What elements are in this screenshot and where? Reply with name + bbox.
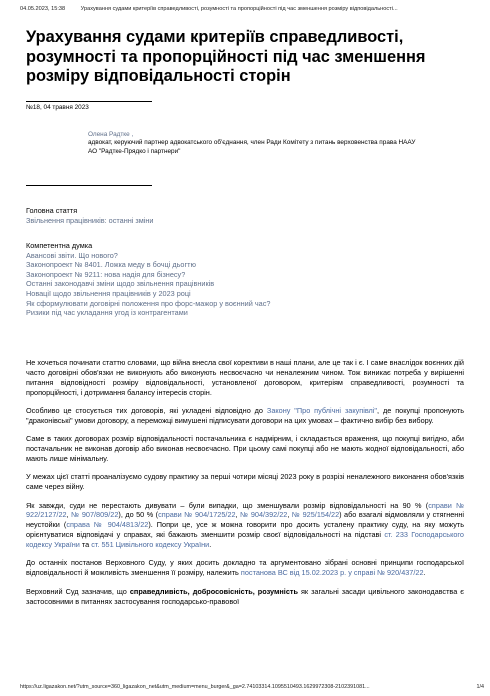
section-label: Головна стаття bbox=[26, 206, 78, 215]
opinion-link[interactable]: Як сформулювати договірні положення про форс-мажор у воєнний час? bbox=[26, 298, 271, 308]
divider bbox=[26, 185, 152, 186]
paragraph: У межах цієї статті проаналізуємо судову практику за перші чотири місяці 2023 року в розрізі неналежного виконання обов'язків саме через війну. bbox=[26, 472, 464, 492]
issue-info: №18, 04 травня 2023 bbox=[26, 104, 89, 111]
law-link[interactable]: ст. 551 Цивільного кодексу України bbox=[91, 540, 210, 550]
page-url: https://uz.ligazakon.net/?utm_source=360_ligazakon_net&utm_medium=menu_burger&_ga=2.74103314.1095510493.1629972308-2102391081... bbox=[20, 684, 370, 690]
opinion-link[interactable]: Законопроект № 9211: нова надія для бізнесу? bbox=[26, 269, 186, 279]
paragraph: Не хочеться починати статтю словами, що війна внесла свої корективи в наші плани, але це так і є. І саме внаслідок воєнних дій часто договірні обов'язки не виконують або виконують несвоєчасно чи неналежним чином. Тож виникає потреба у вирішенні питання відповідності розміру відповідальності, установленої договором, критеріям справедливості, розумності та пропорційності, і дотримання балансу інтересів сторін. bbox=[26, 358, 464, 397]
print-datetime: 04.05.2023, 15:38 bbox=[20, 6, 66, 12]
article-body bbox=[26, 358, 464, 615]
law-link[interactable]: ст. 233 Господарського кодексу України bbox=[26, 530, 464, 550]
page-header bbox=[20, 6, 484, 12]
page-number: 1/4 bbox=[476, 684, 484, 690]
emphasis: справедливість, добросовісність, розумність bbox=[129, 586, 298, 596]
article-title: Урахування судами критеріїв справедливості, розумності та пропорційності під час зменшення розміру відповідальності сторін bbox=[26, 28, 426, 85]
main-article-link[interactable]: Звільнення працівників: останні зміни bbox=[26, 215, 154, 225]
author-firm: АО "Радтке-Прядко і партнери" bbox=[88, 147, 181, 155]
paragraph: Особливо це стосується тих договорів, які укладені відповідно до Закону "Про публічні закупівлі", де покупці пропонують "драконівські" умови договору, а переможці вимушені підписувати договори на цих умовах – фактично вибір без вибору. bbox=[26, 406, 465, 425]
author-role: адвокат, керуючий партнер адвокатського об'єднання, член Ради Комітету з питань верховенства права НААУ bbox=[88, 139, 416, 147]
competent-opinion-section bbox=[26, 241, 270, 318]
paragraph: Як завжди, суди не перестають дивувати – були випадки, що зменшували розмір відповідальності на 90 % (справи № 922/2127/22, № 907/809/22), до 50 % (справи № 904/1725/22, № 904/392/22, № 925/154/22) або взагалі відмовляли у стягненні неустойки (справа № 904/4813/22). Попри це, усе ж можна говорити про досить усталену практику суду, на яку можуть орієнтуватися відповідачі у справах, які бажають зменшити розмір своєї відповідальності на підставі ст. 233 Господарського кодексу України та ст. 551 Цивільного кодексу України. bbox=[26, 500, 465, 550]
law-link[interactable]: Закону "Про публічні закупівлі" bbox=[266, 406, 378, 416]
case-link[interactable]: № 925/154/22 bbox=[291, 510, 340, 520]
divider bbox=[26, 101, 152, 102]
case-link[interactable]: справи № 922/2127/22 bbox=[26, 500, 464, 520]
case-link[interactable]: № 907/809/22 bbox=[71, 510, 119, 520]
case-link[interactable]: справа № 904/4813/22 bbox=[66, 520, 149, 530]
paragraph: Саме в таких договорах розмір відповідальності постачальника є надмірним, і складається враження, що покупці вигідно, аби постачальник не виконав договір або виконав несвоєчасно. При цьому самі покупці або не мають жодної відповідальності, або мають лише мінімальну. bbox=[26, 434, 464, 464]
opinion-link[interactable]: Авансові звіти. Що нового? bbox=[26, 250, 118, 260]
case-link[interactable]: постанова ВС від 15.02.2023 р. у справі № 920/437/22 bbox=[240, 568, 424, 578]
opinion-link[interactable]: Останні законодавчі зміни щодо звільнення працівників bbox=[26, 279, 215, 289]
opinion-link[interactable]: Ризики під час укладання угод із контрагентами bbox=[26, 308, 188, 318]
author-block bbox=[88, 131, 478, 156]
paragraph: До останніх постанов Верховного Суду, у яких досить докладно та аргументовано зібрані основні принципи господарської відповідальності й можливість зменшення її розміру, належить постанова ВС від 15.02.2023 р. у справі № 920/437/22. bbox=[26, 558, 464, 578]
case-link[interactable]: справи № 904/1725/22 bbox=[158, 510, 236, 520]
running-title: Урахування судами критеріїв справедливості, розумності та пропорційності під час зменшення розміру відповідальності... bbox=[80, 6, 398, 12]
case-link[interactable]: № 904/392/22 bbox=[240, 510, 288, 520]
page-footer bbox=[20, 684, 484, 690]
main-article-section bbox=[26, 206, 154, 225]
opinion-link[interactable]: Законопроект № 8401. Ложка меду в бочці дьогтю bbox=[26, 260, 196, 270]
opinion-link[interactable]: Новації щодо звільнення працівників у 2023 році bbox=[26, 288, 191, 298]
paragraph: Верховний Суд зазначив, що справедливість, добросовісність, розумність як загальні засади цивільного законодавства є застосовними в питаннях застосування господарсько-правової bbox=[26, 586, 464, 606]
author-name[interactable]: Олена Радтке , bbox=[88, 131, 134, 138]
section-label: Компетентна думка bbox=[26, 241, 93, 250]
